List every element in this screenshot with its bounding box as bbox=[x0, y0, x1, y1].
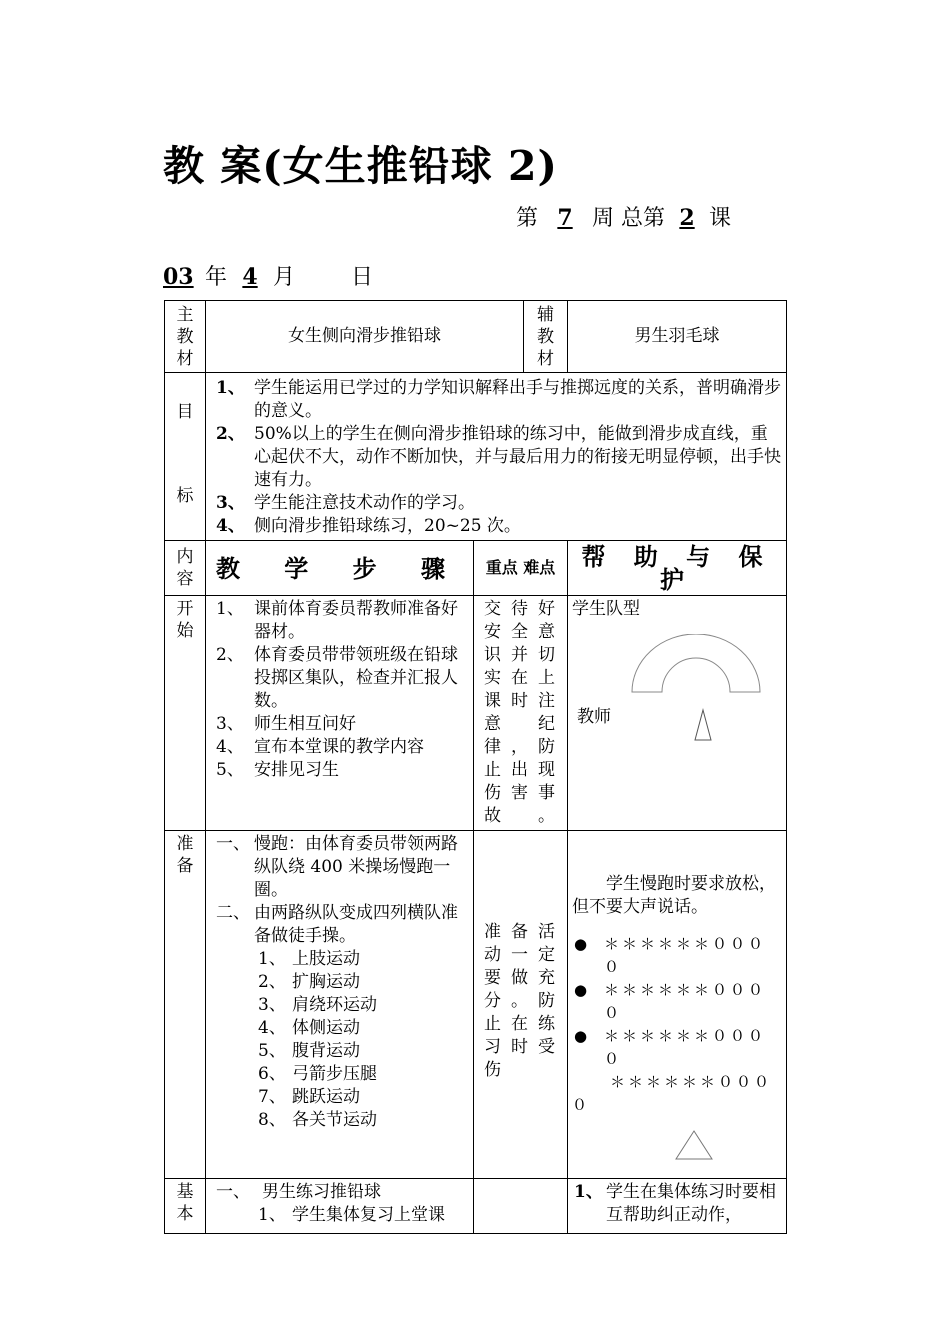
content-header: 内容 bbox=[165, 541, 206, 596]
list-item: 5、 腹背运动 bbox=[258, 1041, 360, 1061]
aux-material: 男生羽毛球 bbox=[568, 301, 787, 373]
list-item: 7、 跳跃运动 bbox=[258, 1087, 360, 1107]
list-item: 4、 宣布本堂课的教学内容 bbox=[216, 737, 424, 757]
week-mid: 周 总第 bbox=[592, 206, 666, 231]
lesson-number: 2 bbox=[679, 205, 695, 231]
whistle-dot-icon: ● bbox=[574, 981, 588, 999]
list-item: 6、 弓箭步压腿 bbox=[258, 1064, 377, 1084]
start-steps bbox=[206, 596, 474, 831]
list-item: 一、 慢跑：由体育委员带领两路纵队绕 400 米操场慢跑一圈。 bbox=[216, 834, 458, 900]
basic-steps bbox=[206, 1179, 474, 1234]
teacher-triangle-icon bbox=[674, 1129, 714, 1161]
goals-row bbox=[165, 373, 787, 541]
prep-row bbox=[165, 831, 787, 1179]
start-keypoints: 交待好安全意识并切实在上课时注意纪律，防止出现伤害事故。 bbox=[474, 596, 568, 831]
whistle-dot-icon: ● bbox=[574, 1027, 588, 1045]
formation-row: ＊＊＊＊＊＊０００ ０ bbox=[572, 1073, 773, 1114]
steps-header: 教 学 步 骤 bbox=[206, 541, 474, 596]
material-row bbox=[165, 301, 787, 373]
list-item: 1、 上肢运动 bbox=[258, 949, 360, 969]
list-item: 3、 学生能注意技术动作的学习。 bbox=[216, 493, 475, 513]
list-item: 4、 体侧运动 bbox=[258, 1018, 360, 1038]
keypoints-header: 重点 难点 bbox=[474, 541, 568, 596]
year-value: 03 bbox=[163, 264, 194, 290]
teacher-triangle-icon bbox=[693, 708, 713, 742]
goals-list bbox=[206, 373, 787, 541]
formation-row: ● ＊＊＊＊＊＊０００ ０ bbox=[574, 935, 767, 976]
month-value: 4 bbox=[242, 264, 258, 290]
start-row bbox=[165, 596, 787, 831]
main-material: 女生侧向滑步推铅球 bbox=[206, 301, 524, 373]
aux-material-label: 辅教材 bbox=[524, 301, 568, 373]
whistle-dot-icon: ● bbox=[574, 935, 588, 953]
year-label: 年 bbox=[205, 265, 228, 290]
week-suffix: 课 bbox=[709, 206, 732, 231]
list-item: 1、 学生能运用已学过的力学知识解释出手与推掷远度的关系，普明确滑步的意义。 bbox=[216, 378, 781, 421]
start-label: 开始 bbox=[165, 596, 206, 831]
list-item: 1、 学生在集体练习时要相互帮助纠正动作， bbox=[574, 1182, 776, 1225]
list-item: 1、 学生集体复习上堂课 bbox=[258, 1205, 445, 1225]
formation-row: ● ＊＊＊＊＊＊０００ ０ bbox=[574, 1027, 767, 1068]
start-help bbox=[568, 596, 787, 831]
teacher-label: 教师 bbox=[577, 707, 611, 727]
formation-arc bbox=[626, 634, 766, 714]
basic-keypoints bbox=[474, 1179, 568, 1234]
list-item: 2、 50%以上的学生在侧向滑步推铅球的练习中，能做到滑步成直线，重心起伏不大，动作不断加快，并与最后用力的衔接无明显停顿，出手快速有力。 bbox=[216, 424, 781, 490]
week-number: 7 bbox=[557, 205, 573, 231]
lesson-table bbox=[164, 300, 787, 1234]
week-prefix: 第 bbox=[516, 206, 539, 231]
list-item: 一、 男生练习推铅球 bbox=[216, 1182, 381, 1202]
list-item: 4、 侧向滑步推铅球练习，20~25 次。 bbox=[216, 516, 521, 536]
goals-label: 目 标 bbox=[165, 373, 206, 541]
list-item: 8、 各关节运动 bbox=[258, 1110, 377, 1130]
formation-grid bbox=[572, 933, 782, 1117]
basic-row bbox=[165, 1179, 787, 1234]
prep-help bbox=[568, 831, 787, 1179]
formation-row: ● ＊＊＊＊＊＊０００ ０ bbox=[574, 981, 767, 1022]
help-header: 帮 助 与 保 护 bbox=[568, 541, 787, 596]
header-row bbox=[165, 541, 787, 596]
list-item: 2、 体育委员带带领班级在铅球投掷区集队，检查并汇报人数。 bbox=[216, 645, 458, 711]
day-label: 日 bbox=[351, 265, 374, 290]
prep-steps bbox=[206, 831, 474, 1179]
list-item: 5、 安排见习生 bbox=[216, 760, 339, 780]
list-item: 3、 师生相互问好 bbox=[216, 714, 356, 734]
formation-label: 学生队型 bbox=[572, 599, 640, 619]
prep-label: 准备 bbox=[165, 831, 206, 1179]
date-line bbox=[163, 260, 373, 291]
basic-help bbox=[568, 1179, 787, 1234]
main-material-label: 主教材 bbox=[165, 301, 206, 373]
prep-keypoints: 准备活动一定要做充分。防止在练习时受伤 bbox=[474, 831, 568, 1179]
week-info bbox=[516, 201, 731, 232]
list-item: 二、 由两路纵队变成四列横队准备做徒手操。 bbox=[216, 903, 458, 946]
list-item: 2、 扩胸运动 bbox=[258, 972, 360, 992]
list-item: 3、 肩绕环运动 bbox=[258, 995, 377, 1015]
page-title: 教 案(女生推铅球 2) bbox=[163, 142, 558, 190]
help-note: 学生慢跑时要求放松，但不要大声说话。 bbox=[572, 874, 776, 917]
month-label: 月 bbox=[273, 265, 296, 290]
list-item: 1、 课前体育委员帮教师准备好器材。 bbox=[216, 599, 458, 642]
basic-label: 基本 bbox=[165, 1179, 206, 1234]
